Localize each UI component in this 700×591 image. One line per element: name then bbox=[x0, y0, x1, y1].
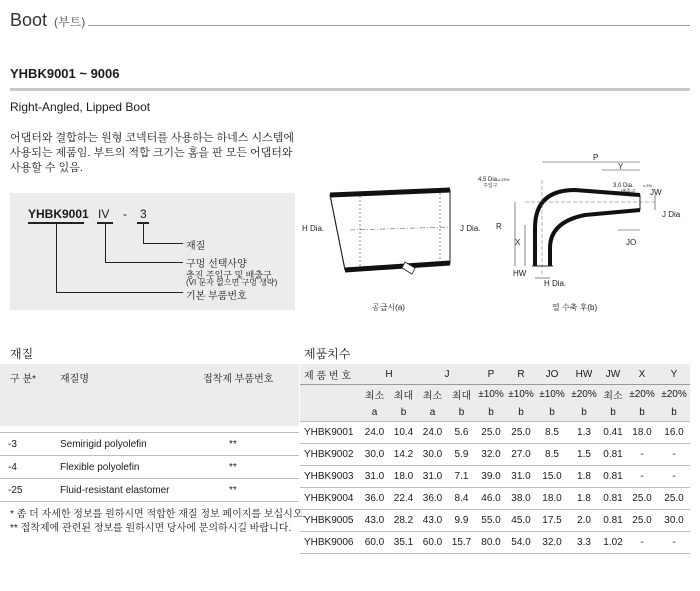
material-name: Semirigid polyolefin bbox=[56, 433, 199, 456]
description-line: 어댑터와 결합하는 원형 코넥터를 사용하는 하네스 시스템에 bbox=[10, 132, 294, 144]
subhead: 최소 bbox=[418, 385, 447, 404]
label-material: 재질 bbox=[186, 241, 206, 252]
dimension-cell: 55.0 bbox=[476, 510, 506, 532]
subhead: ±20% bbox=[658, 385, 690, 404]
label-hw: HW bbox=[513, 269, 527, 278]
unit: b bbox=[626, 403, 658, 422]
dimension-cell: 10.4 bbox=[389, 422, 418, 444]
dimension-cell: 15.0 bbox=[536, 466, 568, 488]
table-row bbox=[300, 510, 690, 532]
dimension-cell: 80.0 bbox=[476, 532, 506, 554]
dimension-cell: 39.0 bbox=[476, 466, 506, 488]
part-number-cell: YHBK9003 bbox=[300, 466, 360, 488]
dimension-cell: 25.0 bbox=[476, 422, 506, 444]
dimension-cell: - bbox=[626, 444, 658, 466]
subhead: ±10% bbox=[476, 385, 506, 404]
subhead: ±10% bbox=[536, 385, 568, 404]
table-row bbox=[0, 479, 299, 502]
subhead: 최대 bbox=[447, 385, 476, 404]
label-x: X bbox=[515, 238, 521, 247]
dimension-cell: 1.3 bbox=[568, 422, 600, 444]
material-name: Fluid-resistant elastomer bbox=[56, 479, 199, 502]
label-base: 기본 부품번호 bbox=[186, 291, 247, 302]
label-y: Y bbox=[618, 162, 624, 171]
unit: b bbox=[506, 403, 536, 422]
header-name: 재질명 bbox=[60, 374, 89, 385]
label-h-dia-shrunk: H Dia. bbox=[544, 279, 567, 288]
header-col: HW bbox=[568, 364, 600, 385]
label-hole1-name: 주입구 bbox=[483, 183, 498, 189]
dimension-cell: 36.0 bbox=[360, 488, 389, 510]
part-number-cell: YHBK9002 bbox=[300, 444, 360, 466]
header-adhesive: 접착제 부품번호 bbox=[203, 374, 274, 385]
header-col: H bbox=[360, 364, 418, 385]
dimension-cell: 2.0 bbox=[568, 510, 600, 532]
leader-line bbox=[105, 262, 183, 263]
dimension-cell: 24.0 bbox=[360, 422, 389, 444]
label-j-dia-shrunk: J Dia bbox=[662, 210, 681, 219]
materials-title: 재질 bbox=[10, 347, 34, 361]
part-number-cell: YHBK9005 bbox=[300, 510, 360, 532]
dimension-cell: 60.0 bbox=[418, 532, 447, 554]
dimension-cell: 24.0 bbox=[418, 422, 447, 444]
material-dash: -4 bbox=[0, 456, 56, 479]
boot-shrunk-drawing bbox=[515, 162, 655, 278]
label-hole2: 3.0 Dia. bbox=[613, 183, 634, 189]
table-row bbox=[0, 456, 299, 479]
description-text bbox=[10, 131, 295, 176]
dimension-cell: - bbox=[658, 466, 690, 488]
label-r: R bbox=[496, 222, 502, 231]
dimension-cell: 7.1 bbox=[447, 466, 476, 488]
dimensions-title: 제품치수 bbox=[304, 347, 351, 361]
dimension-cell: 25.0 bbox=[626, 510, 658, 532]
material-dash: -25 bbox=[0, 479, 56, 502]
label-h-dia: H Dia. bbox=[302, 224, 325, 233]
header-part-number: 제 품 번 호 bbox=[300, 364, 360, 385]
header-col: JO bbox=[536, 364, 568, 385]
boot-supplied-drawing bbox=[330, 190, 450, 274]
dimension-cell: 27.0 bbox=[506, 444, 536, 466]
unit: b bbox=[447, 403, 476, 422]
dimension-cell: 25.0 bbox=[506, 422, 536, 444]
dimension-cell: 46.0 bbox=[476, 488, 506, 510]
dimension-cell: 8.4 bbox=[447, 488, 476, 510]
leader-line bbox=[56, 292, 183, 293]
dimension-cell: 36.0 bbox=[418, 488, 447, 510]
materials-header-spacer bbox=[0, 390, 299, 433]
description-title: Right-Angled, Lipped Boot bbox=[10, 100, 151, 114]
boot-diagram bbox=[300, 150, 690, 320]
dimension-cell: 32.0 bbox=[536, 532, 568, 554]
dimension-cell: 0.81 bbox=[600, 466, 626, 488]
header-col: R bbox=[506, 364, 536, 385]
unit: b bbox=[568, 403, 600, 422]
code-material: 3 bbox=[140, 207, 147, 221]
dimension-cell: 45.0 bbox=[506, 510, 536, 532]
dimension-cell: 22.4 bbox=[389, 488, 418, 510]
header-dash: 구 분* bbox=[10, 374, 36, 385]
label-jw: JW bbox=[650, 188, 662, 197]
page-subtitle: (부트) bbox=[54, 15, 86, 29]
dimension-cell: 16.0 bbox=[658, 422, 690, 444]
dimension-cell: 18.0 bbox=[626, 422, 658, 444]
description-line: 사용할 수 있음. bbox=[10, 162, 83, 174]
dimension-cell: 43.0 bbox=[360, 510, 389, 532]
product-divider bbox=[10, 88, 690, 91]
dimension-cell: - bbox=[626, 532, 658, 554]
label-hole1-tol: ±.25% bbox=[498, 177, 510, 182]
materials-header-row bbox=[0, 364, 299, 390]
subhead: ±20% bbox=[568, 385, 600, 404]
header-col: JW bbox=[600, 364, 626, 385]
dimension-cell: 31.0 bbox=[360, 466, 389, 488]
label-p: P bbox=[593, 153, 599, 162]
footnote: * 좀 더 자세한 정보를 원하시면 적합한 재질 정보 페이지를 보십시오. bbox=[10, 509, 306, 520]
dimension-cell: 31.0 bbox=[506, 466, 536, 488]
dimension-cell: 18.0 bbox=[536, 488, 568, 510]
leader-line bbox=[105, 224, 106, 263]
table-row bbox=[300, 422, 690, 444]
subhead: 최대 bbox=[389, 385, 418, 404]
dimension-cell: 9.9 bbox=[447, 510, 476, 532]
unit: b bbox=[600, 403, 626, 422]
subhead: 최소 bbox=[360, 385, 389, 404]
label-option-note: 충진 주입구 및 배출구 bbox=[186, 270, 272, 280]
label-hole1: 4.5 Dia. bbox=[478, 177, 499, 183]
dimensions-unit-row bbox=[300, 403, 690, 422]
caption-shrunk: 열 수축 후(b) bbox=[552, 303, 598, 312]
dimensions-header-row bbox=[300, 364, 690, 385]
material-adhesive: ** bbox=[199, 433, 299, 456]
dimension-cell: 32.0 bbox=[476, 444, 506, 466]
dimension-cell: 15.7 bbox=[447, 532, 476, 554]
dimension-cell: 18.0 bbox=[389, 466, 418, 488]
dimension-cell: 0.81 bbox=[600, 510, 626, 532]
table-row bbox=[300, 488, 690, 510]
product-code-range: YHBK9001 ~ 9006 bbox=[10, 66, 120, 81]
dimension-cell: 1.02 bbox=[600, 532, 626, 554]
label-j-dia: J Dia. bbox=[460, 224, 481, 233]
dimension-cell: 0.81 bbox=[600, 488, 626, 510]
code-option: IV bbox=[98, 207, 110, 221]
dimension-cell: 38.0 bbox=[506, 488, 536, 510]
header-col: Y bbox=[658, 364, 690, 385]
dimension-cell: 8.5 bbox=[536, 444, 568, 466]
subhead: ±10% bbox=[506, 385, 536, 404]
dimension-cell: 5.6 bbox=[447, 422, 476, 444]
part-number-code-box bbox=[10, 193, 295, 310]
label-hole2-tol: ±.3% bbox=[643, 183, 653, 188]
table-row bbox=[300, 532, 690, 554]
dimension-cell: 35.1 bbox=[389, 532, 418, 554]
dimension-cell: 54.0 bbox=[506, 532, 536, 554]
code-dash: - bbox=[123, 207, 127, 221]
unit: b bbox=[476, 403, 506, 422]
dimension-cell: - bbox=[658, 444, 690, 466]
materials-table bbox=[0, 364, 299, 502]
dimension-cell: 31.0 bbox=[418, 466, 447, 488]
leader-line bbox=[143, 243, 183, 244]
dimensions-subheader-row bbox=[300, 385, 690, 404]
dimension-cell: - bbox=[658, 532, 690, 554]
dimension-cell: 0.81 bbox=[600, 444, 626, 466]
table-row bbox=[0, 433, 299, 456]
dimension-cell: 3.3 bbox=[568, 532, 600, 554]
label-hole2-name: 배출구 bbox=[621, 189, 636, 195]
unit: a bbox=[360, 403, 389, 422]
dimension-cell: 8.5 bbox=[536, 422, 568, 444]
part-number-cell: YHBK9001 bbox=[300, 422, 360, 444]
leader-line bbox=[143, 224, 144, 244]
header-col: X bbox=[626, 364, 658, 385]
dimension-cell: 5.9 bbox=[447, 444, 476, 466]
dimension-cell: 1.5 bbox=[568, 444, 600, 466]
unit: b bbox=[389, 403, 418, 422]
unit: b bbox=[658, 403, 690, 422]
dimension-cell: 25.0 bbox=[626, 488, 658, 510]
dimension-cell: - bbox=[626, 466, 658, 488]
part-number-cell: YHBK9006 bbox=[300, 532, 360, 554]
table-row bbox=[300, 444, 690, 466]
dimension-cell: 30.0 bbox=[658, 510, 690, 532]
material-dash: -3 bbox=[0, 433, 56, 456]
material-adhesive: ** bbox=[199, 479, 299, 502]
unit: b bbox=[536, 403, 568, 422]
label-option: 구멍 선택사양 bbox=[186, 259, 247, 270]
subhead: 최소 bbox=[600, 385, 626, 404]
dimension-cell: 1.8 bbox=[568, 466, 600, 488]
unit: a bbox=[418, 403, 447, 422]
caption-supplied: 공급시(a) bbox=[372, 303, 405, 312]
description-line: 사용되는 제품임. 부트의 적합 크기는 홈을 판 모든 어댑터와 bbox=[10, 147, 293, 159]
header-divider bbox=[88, 25, 690, 26]
dimension-cell: 30.0 bbox=[360, 444, 389, 466]
dimension-cell: 25.0 bbox=[658, 488, 690, 510]
dimension-cell: 43.0 bbox=[418, 510, 447, 532]
material-name: Flexible polyolefin bbox=[56, 456, 199, 479]
dimensions-body bbox=[300, 422, 690, 554]
dimension-cell: 0.41 bbox=[600, 422, 626, 444]
dimension-cell: 14.2 bbox=[389, 444, 418, 466]
dimension-cell: 28.2 bbox=[389, 510, 418, 532]
dimension-cell: 1.8 bbox=[568, 488, 600, 510]
header-col: P bbox=[476, 364, 506, 385]
part-number-cell: YHBK9004 bbox=[300, 488, 360, 510]
label-jo: JO bbox=[626, 238, 637, 247]
subhead: ±20% bbox=[626, 385, 658, 404]
dimension-cell: 30.0 bbox=[418, 444, 447, 466]
label-option-note: (VI 문자 없으면 구멍 생략) bbox=[186, 278, 278, 287]
dimension-cell: 60.0 bbox=[360, 532, 389, 554]
footnote: ** 접착제에 관련된 정보를 원하시면 당사에 문의하시길 바랍니다. bbox=[10, 523, 292, 534]
page-title: Boot (부트) bbox=[10, 10, 86, 30]
dimension-cell: 17.5 bbox=[536, 510, 568, 532]
dimensions-table bbox=[300, 364, 690, 554]
leader-line bbox=[56, 224, 57, 293]
table-row bbox=[300, 466, 690, 488]
header-col: J bbox=[418, 364, 476, 385]
material-adhesive: ** bbox=[199, 456, 299, 479]
code-base: YHBK9001 bbox=[28, 207, 89, 221]
